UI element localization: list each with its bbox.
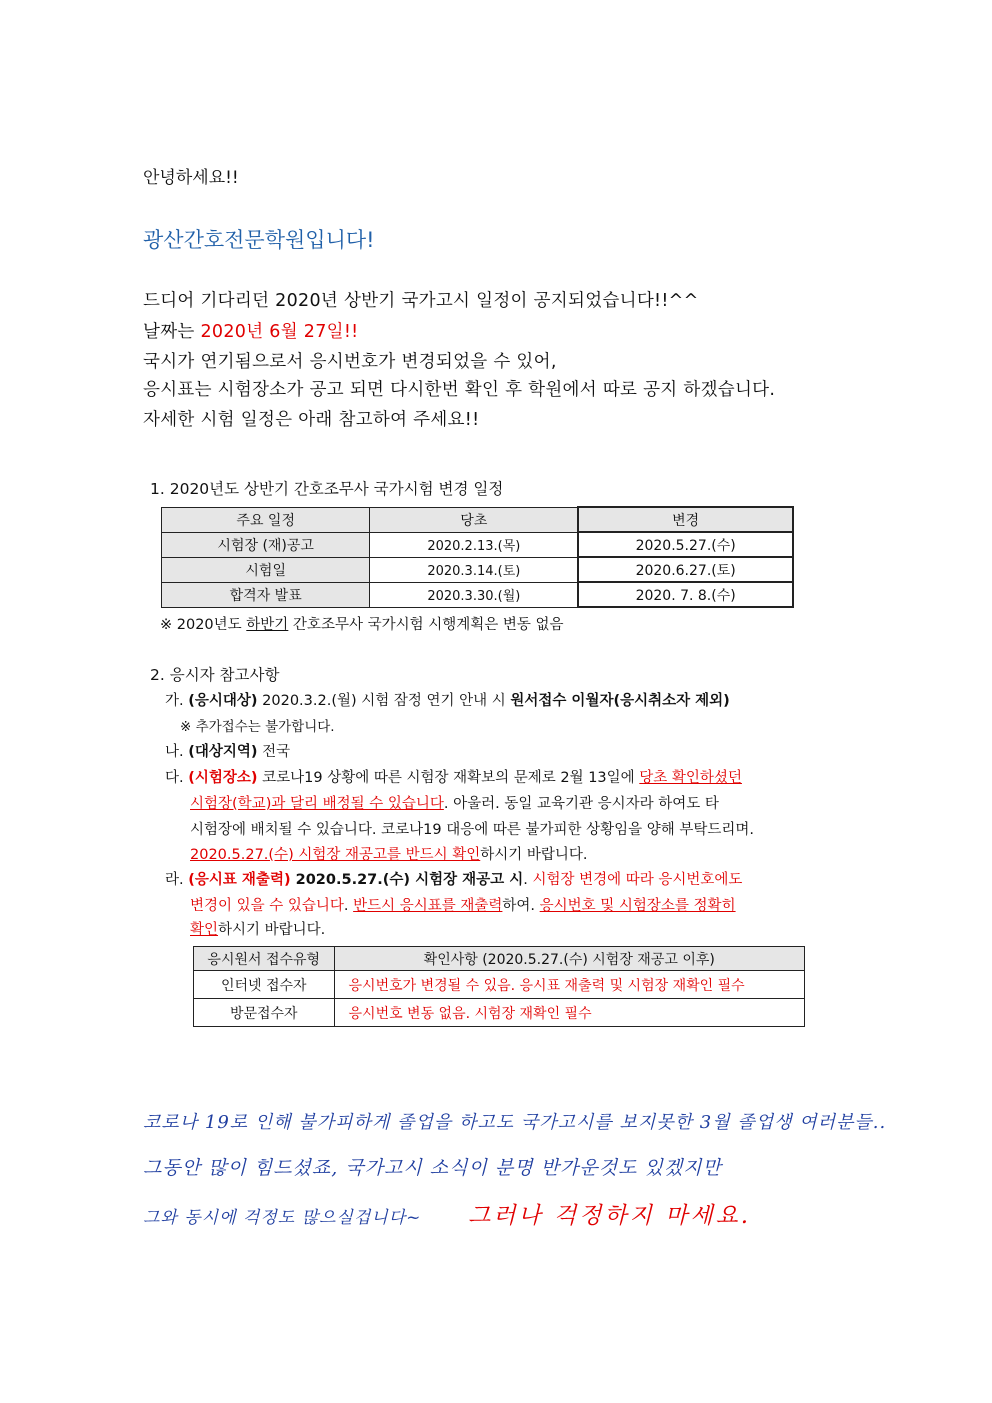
- reprint-note: 응시번호 변동 없음. 시험장 재확인 필수: [334, 999, 804, 1027]
- item-a-text: 2020.3.2.(월) 시험 잠정 연기 안내 시: [257, 693, 511, 709]
- header-schedule: 주요 일정: [162, 507, 370, 532]
- item-c-red1: 당초 확인하셨던: [639, 770, 742, 786]
- intro-line-3: 국시가 연기됨으로서 응시번호가 변경되었을 수 있어,: [143, 352, 557, 372]
- item-a-bold: 원서접수 이월자(응시취소자 제외): [510, 693, 730, 709]
- item-c-text4: 하시기 바랍니다.: [480, 847, 588, 863]
- item-a-prefix: 가.: [165, 693, 189, 709]
- intro-line-4: 응시표는 시험장소가 공고 되면 다시한번 확인 후 학원에서 따로 공지 하겠습니다.: [143, 380, 776, 400]
- item-c-label: (시험장소): [188, 770, 258, 786]
- changed-date: 2020. 7. 8.(수): [578, 582, 793, 607]
- table-row: [162, 557, 794, 582]
- intro-line-1: 드디어 기다리던 2020년 상반기 국가고시 일정이 공지되었습니다!!^^: [143, 291, 699, 311]
- row-label: 시험일: [162, 557, 370, 582]
- schedule-note: [160, 613, 564, 634]
- item-c-line-3: 시험장에 배치될 수 있습니다. 코로나19 대응에 따른 불가피한 상황임을 양해 부탁드리며.: [190, 822, 755, 838]
- header-original: 당초: [370, 507, 578, 532]
- section-1-title: 1. 2020년도 상반기 간호조무사 국가시험 변경 일정: [150, 480, 504, 498]
- item-c-red2: 시험장(학교)과 달리 배정될 수 있습니다: [190, 796, 444, 812]
- original-date: 2020.3.30.(월): [370, 582, 578, 607]
- note-prefix: ※ 2020년도: [160, 617, 247, 633]
- changed-date: 2020.6.27.(토): [578, 557, 793, 582]
- schedule-header-row: [162, 507, 794, 532]
- schedule-table: [161, 506, 794, 608]
- item-d-prefix: 라.: [165, 872, 189, 888]
- item-a: [165, 689, 730, 710]
- item-d-text3: 하여.: [502, 898, 540, 914]
- item-d-line-2: [190, 894, 736, 915]
- header-check: 확인사항 (2020.5.27.(수) 시험장 재공고 이후): [334, 947, 804, 971]
- item-b-text: 전국: [257, 744, 291, 760]
- item-c-text2: . 아울러. 동일 교육기관 응시자라 하여도 타: [443, 796, 719, 812]
- item-d-red2: 변경이 있을 수 있습니다: [190, 898, 344, 914]
- item-a-sub: ※ 추가접수는 불가합니다.: [180, 719, 335, 735]
- greeting: 안녕하세요!!: [143, 168, 239, 188]
- item-b-prefix: 나.: [165, 744, 189, 760]
- item-d-bold: 2020.5.27.(수) 시험장 재공고 시: [290, 872, 524, 888]
- table-row: [194, 999, 805, 1027]
- item-c-line-2: [190, 792, 719, 813]
- item-c-prefix: 다.: [165, 770, 189, 786]
- header-type: 응시원서 접수유형: [194, 947, 335, 971]
- header-changed: 변경: [578, 507, 793, 532]
- item-d-red5: 확인: [190, 922, 219, 938]
- original-date: 2020.3.14.(토): [370, 557, 578, 582]
- item-d-text4: 하시기 바랍니다.: [218, 922, 326, 938]
- reprint-note: 응시번호가 변경될 수 있음. 응시표 재출력 및 시험장 재확인 필수: [334, 971, 804, 999]
- intro-date-line: [143, 318, 359, 343]
- item-d-red1: 시험장 변경에 따라 응시번호에도: [532, 872, 743, 888]
- reprint-header-row: [194, 947, 805, 971]
- table-row: [162, 532, 794, 557]
- exam-date: 2020년 6월 27일!!: [200, 322, 359, 342]
- item-d-red3: 반드시 응시표를 재출력: [353, 898, 503, 914]
- handwritten-line-1: 코로나 19로 인해 불가피하게 졸업을 하고도 국가고시를 보지못한 3월 졸업생 여러분들..: [143, 1112, 887, 1133]
- item-d-line-1: [165, 868, 742, 889]
- reprint-table: [193, 946, 805, 1027]
- academy-title: 광산간호전문학원입니다!: [143, 228, 375, 252]
- original-date: 2020.2.13.(목): [370, 532, 578, 557]
- item-b-label: (대상지역): [188, 744, 258, 760]
- reprint-type: 인터넷 접수자: [194, 971, 335, 999]
- note-underline: 하반기: [246, 617, 289, 633]
- item-c-line-4: [190, 843, 588, 864]
- item-b: [165, 740, 290, 761]
- item-d-line-3: [190, 918, 325, 939]
- reprint-type: 방문접수자: [194, 999, 335, 1027]
- handwritten-red: 그러나 걱정하지 마세요.: [468, 1203, 752, 1229]
- handwritten-line-2: 그동안 많이 힘드셨죠, 국가고시 소식이 분명 반가운것도 있겠지만: [143, 1157, 722, 1179]
- table-row: [194, 971, 805, 999]
- item-c-text1: 코로나19 상황에 따른 시험장 재확보의 문제로 2월 13일에: [257, 770, 640, 786]
- row-label: 합격자 발표: [162, 582, 370, 607]
- section-2-title: 2. 응시자 참고사항: [150, 666, 280, 684]
- item-a-label: (응시대상): [188, 693, 258, 709]
- item-c-red3: 2020.5.27.(수) 시험장 재공고를 반드시 확인: [190, 847, 481, 863]
- intro-line-5: 자세한 시험 일정은 아래 참고하여 주세요!!: [143, 410, 480, 430]
- item-d-red4: 응시번호 및 시험장소를 정확히: [539, 898, 736, 914]
- item-c-line-1: [165, 766, 742, 787]
- changed-date: 2020.5.27.(수): [578, 532, 793, 557]
- item-d-text2: .: [343, 898, 354, 914]
- handwritten-line-3: 그와 동시에 걱정도 많으실겁니다~: [143, 1208, 422, 1228]
- date-prefix: 날짜는: [143, 322, 201, 342]
- row-label: 시험장 (재)공고: [162, 532, 370, 557]
- table-row: [162, 582, 794, 607]
- note-suffix: 간호조무사 국가시험 시행계획은 변동 없음: [288, 617, 564, 633]
- item-d-text1: .: [523, 872, 533, 888]
- item-d-label: (응시표 재출력): [188, 872, 291, 888]
